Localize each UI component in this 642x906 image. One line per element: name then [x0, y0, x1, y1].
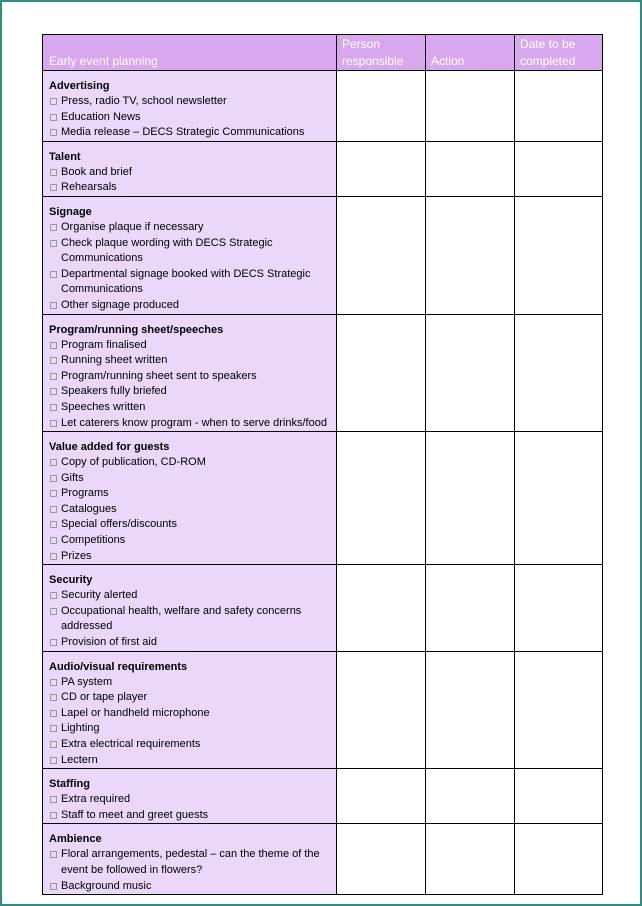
checklist-item-label: PA system	[61, 675, 113, 688]
section-cell	[43, 565, 337, 651]
header-early-event-planning: Early event planning	[43, 35, 337, 71]
checkbox-icon[interactable]	[50, 741, 57, 748]
checklist-item-label: Staff to meet and greet guests	[61, 808, 209, 821]
checklist-item	[49, 588, 332, 604]
checklist-item-label: Let caterers know program - when to serve drinks/food	[61, 416, 327, 429]
checkbox-icon[interactable]	[50, 271, 57, 278]
person-responsible-cell[interactable]	[337, 769, 426, 824]
date-cell[interactable]	[515, 824, 603, 895]
checkbox-icon[interactable]	[50, 537, 57, 544]
checkbox-icon[interactable]	[50, 592, 57, 599]
event-planning-table	[42, 34, 603, 895]
person-responsible-cell[interactable]	[337, 651, 426, 769]
checkbox-icon[interactable]	[50, 342, 57, 349]
checklist-item-label: Program/running sheet sent to speakers	[61, 369, 257, 382]
checklist-item	[49, 369, 332, 385]
section-title: Security	[49, 574, 93, 587]
action-cell[interactable]	[426, 651, 515, 769]
table-row	[43, 71, 603, 142]
section-cell	[43, 651, 337, 769]
checklist-item	[49, 455, 332, 471]
checklist-item-label: Extra required	[61, 793, 131, 806]
action-cell[interactable]	[426, 824, 515, 895]
checklist-item	[49, 517, 332, 533]
checklist-item-label: Catalogues	[61, 502, 117, 515]
table-row	[43, 432, 603, 565]
checklist-item	[49, 400, 332, 416]
person-responsible-cell[interactable]	[337, 432, 426, 565]
date-cell[interactable]	[515, 651, 603, 769]
section-cell	[43, 314, 337, 432]
checkbox-icon[interactable]	[50, 679, 57, 686]
checkbox-icon[interactable]	[50, 129, 57, 136]
action-cell[interactable]	[426, 565, 515, 651]
table-row	[43, 141, 603, 196]
checklist-item	[49, 110, 332, 126]
checklist-item	[49, 502, 332, 518]
date-cell[interactable]	[515, 314, 603, 432]
table-row	[43, 769, 603, 824]
checklist-item-label: CD or tape player	[61, 691, 148, 704]
date-cell[interactable]	[515, 565, 603, 651]
checkbox-icon[interactable]	[50, 388, 57, 395]
section-title: Advertising	[49, 80, 110, 92]
checklist-item	[49, 706, 332, 722]
table-row	[43, 196, 603, 314]
checklist-item	[49, 220, 332, 236]
checklist-item	[49, 808, 332, 824]
checklist-item	[49, 165, 332, 181]
checklist-item	[49, 737, 332, 753]
checkbox-icon[interactable]	[50, 812, 57, 819]
checkbox-icon[interactable]	[50, 851, 57, 858]
section-cell	[43, 141, 337, 196]
checkbox-icon[interactable]	[50, 553, 57, 560]
checkbox-icon[interactable]	[50, 373, 57, 380]
section-cell	[43, 196, 337, 314]
date-cell[interactable]	[515, 432, 603, 565]
checkbox-icon[interactable]	[50, 883, 57, 890]
checklist-item	[49, 721, 332, 737]
checklist-item	[49, 338, 332, 354]
checklist-item	[49, 353, 332, 369]
checklist-item-label: Programs	[61, 487, 109, 500]
checklist-item-label: Rehearsals	[61, 181, 117, 194]
checklist-item	[49, 416, 332, 432]
checklist-item	[49, 384, 332, 400]
checklist-item	[49, 471, 332, 487]
checklist-item	[49, 675, 332, 691]
action-cell[interactable]	[426, 769, 515, 824]
checkbox-icon[interactable]	[50, 169, 57, 176]
checklist-item	[49, 486, 332, 502]
checklist-item	[49, 792, 332, 808]
section-cell	[43, 769, 337, 824]
checkbox-icon[interactable]	[50, 475, 57, 482]
checklist-item	[49, 236, 332, 267]
section-title: Talent	[49, 150, 81, 163]
date-cell[interactable]	[515, 769, 603, 824]
checklist-item-label: Other signage produced	[61, 298, 180, 311]
header-person-responsible: Person responsible	[337, 35, 426, 71]
table-row	[43, 824, 603, 895]
checkbox-icon[interactable]	[50, 302, 57, 309]
checklist-item-label: Program finalised	[61, 338, 147, 351]
checklist-item-label: Book and brief	[61, 165, 132, 178]
checkbox-icon[interactable]	[50, 404, 57, 411]
checklist-item	[49, 533, 332, 549]
checklist-item-label: Floral arrangements, pedestal – can the theme of the event be followed in flowers?	[61, 848, 320, 876]
checklist-item	[49, 267, 332, 298]
date-cell[interactable]	[515, 71, 603, 142]
checklist-item-label: Education News	[61, 110, 141, 123]
checkbox-icon[interactable]	[50, 710, 57, 717]
section-title: Value added for guests	[49, 441, 170, 454]
checklist-item-label: Extra electrical requirements	[61, 738, 201, 750]
checkbox-icon[interactable]	[50, 490, 57, 497]
checklist-item-label: Speakers fully briefed	[61, 385, 167, 398]
checkbox-icon[interactable]	[50, 224, 57, 231]
checklist-item-label: Running sheet written	[61, 354, 168, 367]
person-responsible-cell[interactable]	[337, 565, 426, 651]
person-responsible-cell[interactable]	[337, 196, 426, 314]
checklist-item-label: Background music	[61, 879, 152, 892]
table-header-row	[43, 35, 603, 71]
checkbox-icon[interactable]	[50, 796, 57, 803]
checklist-item-label: Gifts	[61, 471, 84, 484]
person-responsible-cell[interactable]	[337, 314, 426, 432]
checkbox-icon[interactable]	[50, 98, 57, 105]
checklist-item-label: Provision of first aid	[61, 636, 157, 649]
person-responsible-cell[interactable]	[337, 824, 426, 895]
checkbox-icon[interactable]	[50, 725, 57, 732]
checklist-item-label: Media release – DECS Strategic Communications	[61, 126, 305, 139]
checklist-item-label: Press, radio TV, school newsletter	[61, 95, 227, 107]
action-cell[interactable]	[426, 71, 515, 142]
checklist-item	[49, 635, 332, 651]
action-cell[interactable]	[426, 314, 515, 432]
checkbox-icon[interactable]	[50, 459, 57, 466]
section-title: Audio/visual requirements	[49, 660, 188, 673]
checklist-item	[49, 604, 332, 635]
checklist-item	[49, 879, 332, 895]
action-cell[interactable]	[426, 432, 515, 565]
section-title: Program/running sheet/speeches	[49, 323, 224, 336]
date-cell[interactable]	[515, 196, 603, 314]
checkbox-icon[interactable]	[50, 639, 57, 646]
checkbox-icon[interactable]	[50, 694, 57, 701]
checklist-item-label: Speeches written	[61, 400, 146, 413]
checklist-item-label: Organise plaque if necessary	[61, 220, 204, 233]
checkbox-icon[interactable]	[50, 420, 57, 427]
checklist-item-label: Special offers/discounts	[61, 518, 177, 531]
table-body	[43, 71, 603, 895]
table-row	[43, 651, 603, 769]
checkbox-icon[interactable]	[50, 114, 57, 121]
checklist-item	[49, 847, 332, 878]
checklist-item-label: Security alerted	[61, 589, 138, 602]
checklist-item-label: Occupational health, welfare and safety concerns addressed	[61, 604, 302, 633]
checklist-item-label: Lighting	[61, 722, 100, 735]
checklist-item	[49, 94, 332, 110]
section-cell	[43, 71, 337, 142]
checklist-item-label: Lectern	[61, 753, 98, 766]
checklist-item-label: Departmental signage booked with DECS Strategic Communications	[61, 267, 311, 296]
checkbox-icon[interactable]	[50, 357, 57, 364]
checklist-item	[49, 753, 332, 769]
checklist-item-label: Lapel or handheld microphone	[61, 706, 210, 719]
checklist-item	[49, 180, 332, 196]
header-action: Action	[426, 35, 515, 71]
checkbox-icon[interactable]	[50, 184, 57, 191]
person-responsible-cell[interactable]	[337, 141, 426, 196]
action-cell[interactable]	[426, 141, 515, 196]
section-cell	[43, 432, 337, 565]
checklist-item	[49, 125, 332, 141]
checkbox-icon[interactable]	[50, 521, 57, 528]
table-row	[43, 565, 603, 651]
checkbox-icon[interactable]	[50, 240, 57, 247]
checklist-item	[49, 549, 332, 565]
section-title: Staffing	[49, 778, 90, 791]
checkbox-icon[interactable]	[50, 757, 57, 764]
checkbox-icon[interactable]	[50, 506, 57, 513]
table-row	[43, 314, 603, 432]
person-responsible-cell[interactable]	[337, 71, 426, 142]
checklist-item-label: Prizes	[61, 549, 92, 562]
action-cell[interactable]	[426, 196, 515, 314]
section-cell	[43, 824, 337, 895]
checkbox-icon[interactable]	[50, 608, 57, 615]
checklist-item-label: Check plaque wording with DECS Strategic Communications	[61, 236, 273, 265]
header-date-to-be-completed: Date to be completed	[515, 35, 603, 71]
section-title: Signage	[49, 205, 92, 218]
checklist-item	[49, 298, 332, 314]
date-cell[interactable]	[515, 141, 603, 196]
section-title: Ambience	[49, 833, 102, 846]
checklist-item-label: Competitions	[61, 534, 126, 547]
checklist-item-label: Copy of publication, CD-ROM	[61, 456, 206, 469]
checklist-item	[49, 690, 332, 706]
